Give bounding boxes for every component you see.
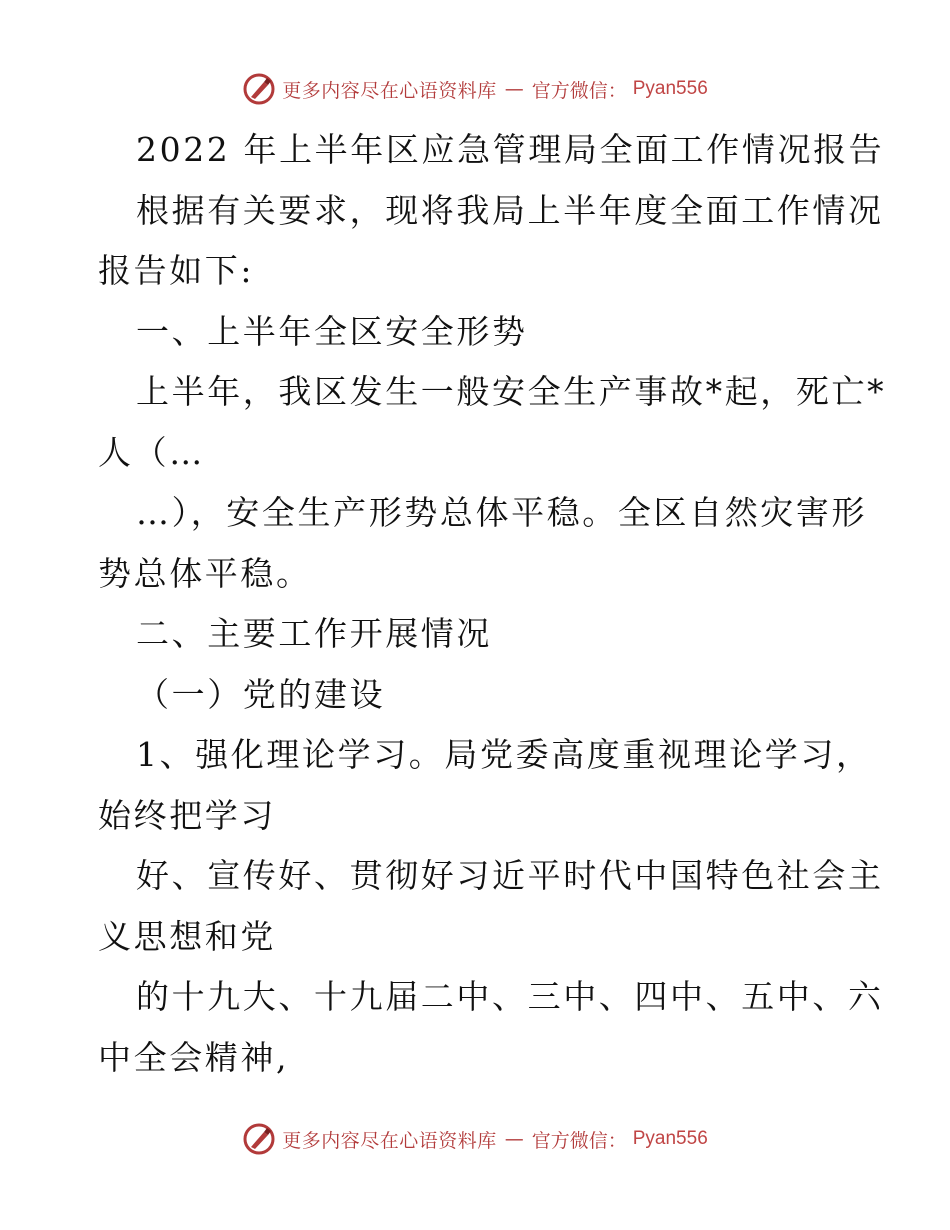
paragraph-line: 的十九大、十九届二中、三中、四中、五中、六 xyxy=(136,977,884,1016)
watermark-header xyxy=(0,72,950,106)
watermark-wechat-label: 官方微信： xyxy=(531,79,627,102)
paragraph-line: 中全会精神, xyxy=(98,1037,290,1077)
watermark-site-text: 更多内容尽在心语资料库 xyxy=(282,79,497,102)
watermark-site-text: 更多内容尽在心语资料库 xyxy=(282,1129,497,1152)
watermark-dash: — xyxy=(504,78,524,100)
paragraph-line: …），安全生产形势总体平稳。全区自然灾害形 xyxy=(136,493,868,532)
document-body xyxy=(98,120,887,1088)
pen-logo-icon xyxy=(242,72,276,106)
paragraph-line: 人（… xyxy=(98,432,205,472)
watermark-wechat-label: 官方微信： xyxy=(531,1129,627,1152)
watermark-wechat-id: Pyan556 xyxy=(632,1128,708,1149)
watermark-footer xyxy=(0,1122,950,1156)
paragraph-line: 报告如下: xyxy=(98,251,255,290)
paragraph-line: 1、强化理论学习。局党委高度重视理论学习， xyxy=(136,735,872,774)
subsection-heading: （一）党的建设 xyxy=(136,674,386,714)
watermark-wechat-id: Pyan556 xyxy=(632,78,708,99)
section-heading: 一、上半年全区安全形势 xyxy=(136,311,528,351)
section-heading: 二、主要工作开展情况 xyxy=(136,614,492,653)
paragraph-line: 根据有关要求，现将我局上半年度全面工作情况 xyxy=(136,190,884,230)
paragraph-line: 势总体平稳。 xyxy=(98,553,312,593)
document-title: 2022 年上半年区应急管理局全面工作情况报告 xyxy=(136,130,885,169)
paragraph-line: 义思想和党 xyxy=(98,916,276,956)
paragraph-line: 始终把学习 xyxy=(98,795,276,835)
watermark-dash: — xyxy=(504,1128,524,1150)
paragraph-line: 上半年，我区发生一般安全生产事故*起，死亡* xyxy=(136,372,887,411)
paragraph-line: 好、宣传好、贯彻好习近平时代中国特色社会主 xyxy=(136,856,884,895)
pen-logo-icon xyxy=(242,1122,276,1156)
